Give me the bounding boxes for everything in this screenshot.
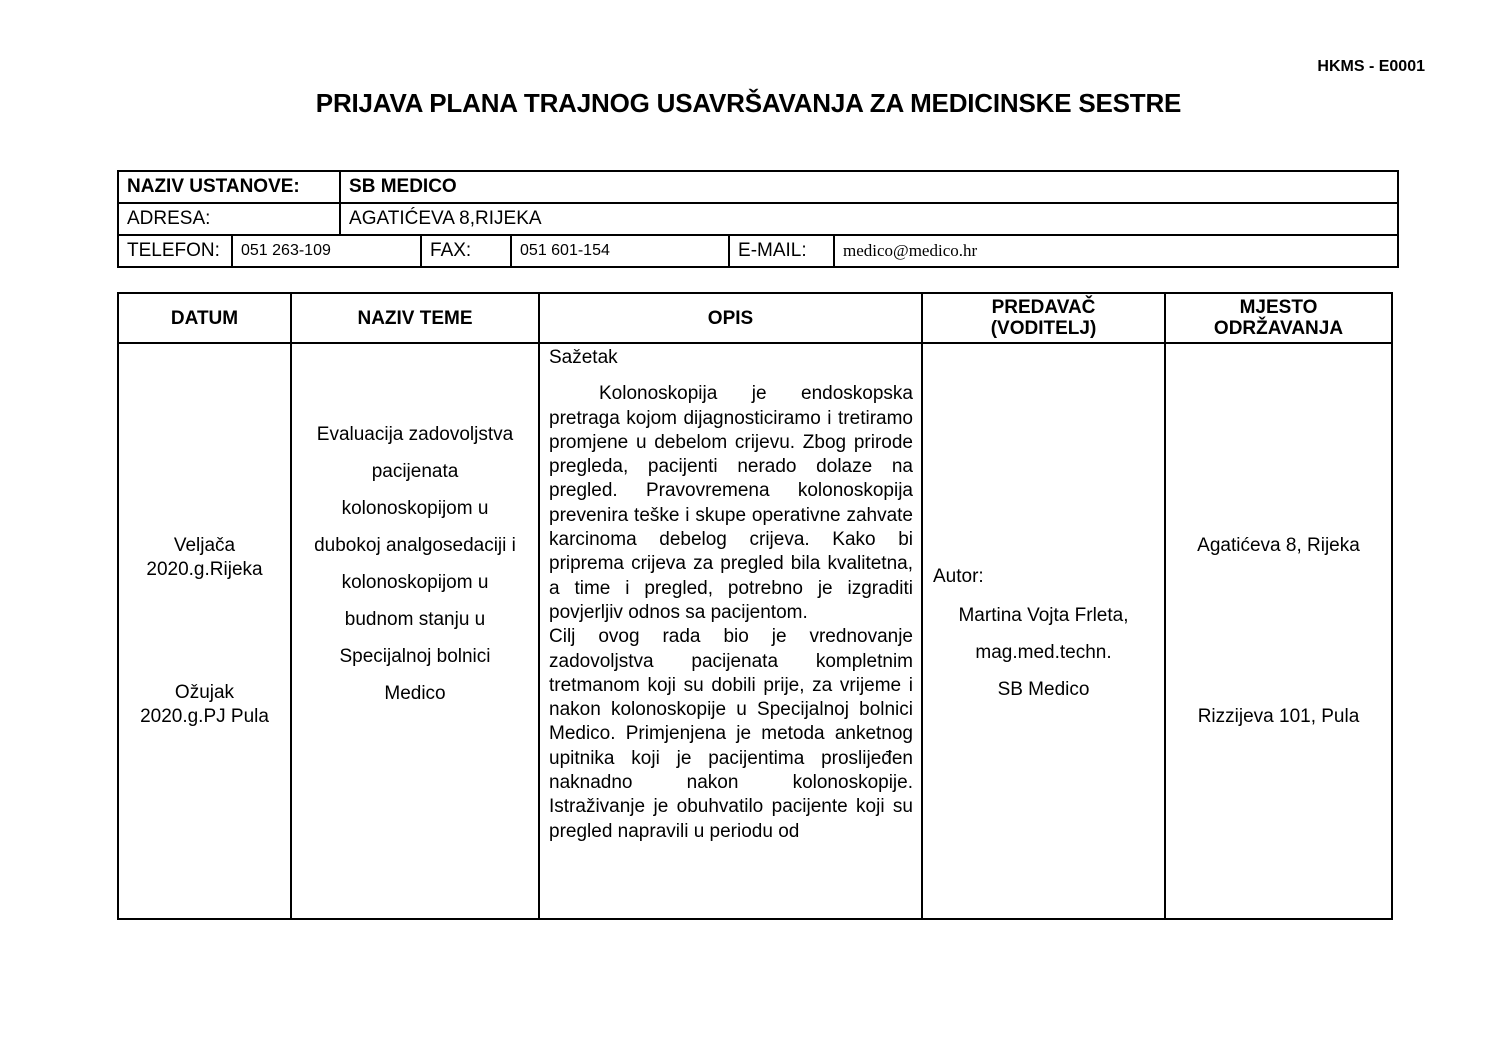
mjesto-cell: [1165, 343, 1392, 919]
header-predavac-line1: PREDAVAČ: [991, 297, 1096, 318]
header-predavac: [922, 293, 1165, 343]
topic-line: kolonoskopijom u: [341, 498, 489, 519]
education-plan-table: [117, 292, 1393, 920]
lecturer-institution: SB Medico: [997, 679, 1090, 700]
datum-pula: [119, 681, 290, 729]
topic-line: dubokoj analgosedaciji i: [314, 535, 516, 556]
datum-rijeka-month: Veljača: [173, 535, 236, 556]
lecturer-label: Autor:: [933, 566, 984, 587]
header-mjesto: [1165, 293, 1392, 343]
topic-line: budnom stanju u: [344, 609, 486, 630]
opis-cell: [539, 343, 922, 919]
form-code: HKMS - E0001: [1317, 58, 1425, 75]
topic-line: pacijenata: [371, 461, 459, 482]
institution-name-label: NAZIV USTANOVE:: [118, 171, 340, 203]
location-rijeka: Agatićeva 8, Rijeka: [1197, 535, 1360, 556]
header-opis: OPIS: [539, 293, 922, 343]
topic-line: Specijalnoj bolnici: [339, 646, 491, 667]
lecturer-info: [923, 597, 1164, 708]
institution-name-row: [118, 171, 1398, 203]
header-mjesto-line1: MJESTO: [1239, 297, 1318, 318]
description: [540, 344, 921, 844]
institution-table: [117, 170, 1399, 268]
description-paragraph-2: Cilj ovog rada bio je vrednovanje zadovoljstva pacijenata kompletnim tretmanom koji su dobili prije, za vrijeme i nakon kolonoskopije u Specijalnoj bolnici Medico. Primjenjena je metoda anketnog upitnika koji je pacijentima proslijeđen naknadno nakon kolonoskopije. Istraživanje je obuhvatilo pacijente koji su pregled napravili u periodu od: [549, 626, 913, 842]
datum-rijeka-year-place: 2020.g.Rijeka: [146, 559, 263, 580]
phone-label: TELEFON:: [118, 235, 232, 267]
tema-cell: [291, 343, 539, 919]
lecturer-name: Martina Vojta Frleta,: [958, 605, 1129, 626]
topic-title: [298, 416, 532, 712]
datum-pula-year-place: 2020.g.PJ Pula: [140, 706, 269, 727]
topic-line: Medico: [384, 683, 446, 704]
plan-entry-row: [118, 343, 1392, 919]
header-naziv-teme: NAZIV TEME: [291, 293, 539, 343]
topic-line: kolonoskopijom u: [341, 572, 489, 593]
description-paragraph-1: Kolonoskopija je endoskopska pretraga kojom dijagnosticiramo i tretiramo promjene u debelom crijevu. Zbog prirode pregleda, pacijenti nerado dolaze na pregled. Pravovremena kolonoskopija prevenira teške i skupe operativne zahvate karcinoma debelog crijeva. Kako bi priprema crijeva za pregled bila kvalitetna, a time i pregled, potrebno je izgraditi povjerljiv odnos sa pacijentom.: [549, 383, 913, 623]
description-heading: Sažetak: [549, 347, 618, 368]
email-value: medico@medico.hr: [834, 235, 1398, 267]
datum-cell: [118, 343, 291, 919]
topic-line: Evaluacija zadovoljstva: [316, 424, 514, 445]
phone-value: 051 263-109: [232, 235, 421, 267]
plan-header-row: [118, 293, 1392, 343]
predavac-cell: [922, 343, 1165, 919]
institution-name-value: SB MEDICO: [340, 171, 1398, 203]
location-pula: Rizzijeva 101, Pula: [1197, 706, 1360, 727]
header-datum: DATUM: [118, 293, 291, 343]
fax-label: FAX:: [421, 235, 511, 267]
datum-rijeka: [119, 534, 290, 582]
header-predavac-line2: (VODITELJ): [990, 318, 1097, 339]
datum-pula-month: Ožujak: [174, 682, 235, 703]
email-label: E-MAIL:: [729, 235, 834, 267]
address-label: ADRESA:: [118, 203, 340, 235]
lecturer-title: mag.med.techn.: [975, 642, 1112, 663]
fax-value: 051 601-154: [511, 235, 729, 267]
institution-address-row: [118, 203, 1398, 235]
institution-contact-row: [118, 235, 1398, 267]
header-mjesto-line2: ODRŽAVANJA: [1213, 318, 1344, 339]
page-title: PRIJAVA PLANA TRAJNOG USAVRŠAVANJA ZA MEDICINSKE SESTRE: [315, 88, 1182, 118]
address-value: AGATIĆEVA 8,RIJEKA: [340, 203, 1398, 235]
